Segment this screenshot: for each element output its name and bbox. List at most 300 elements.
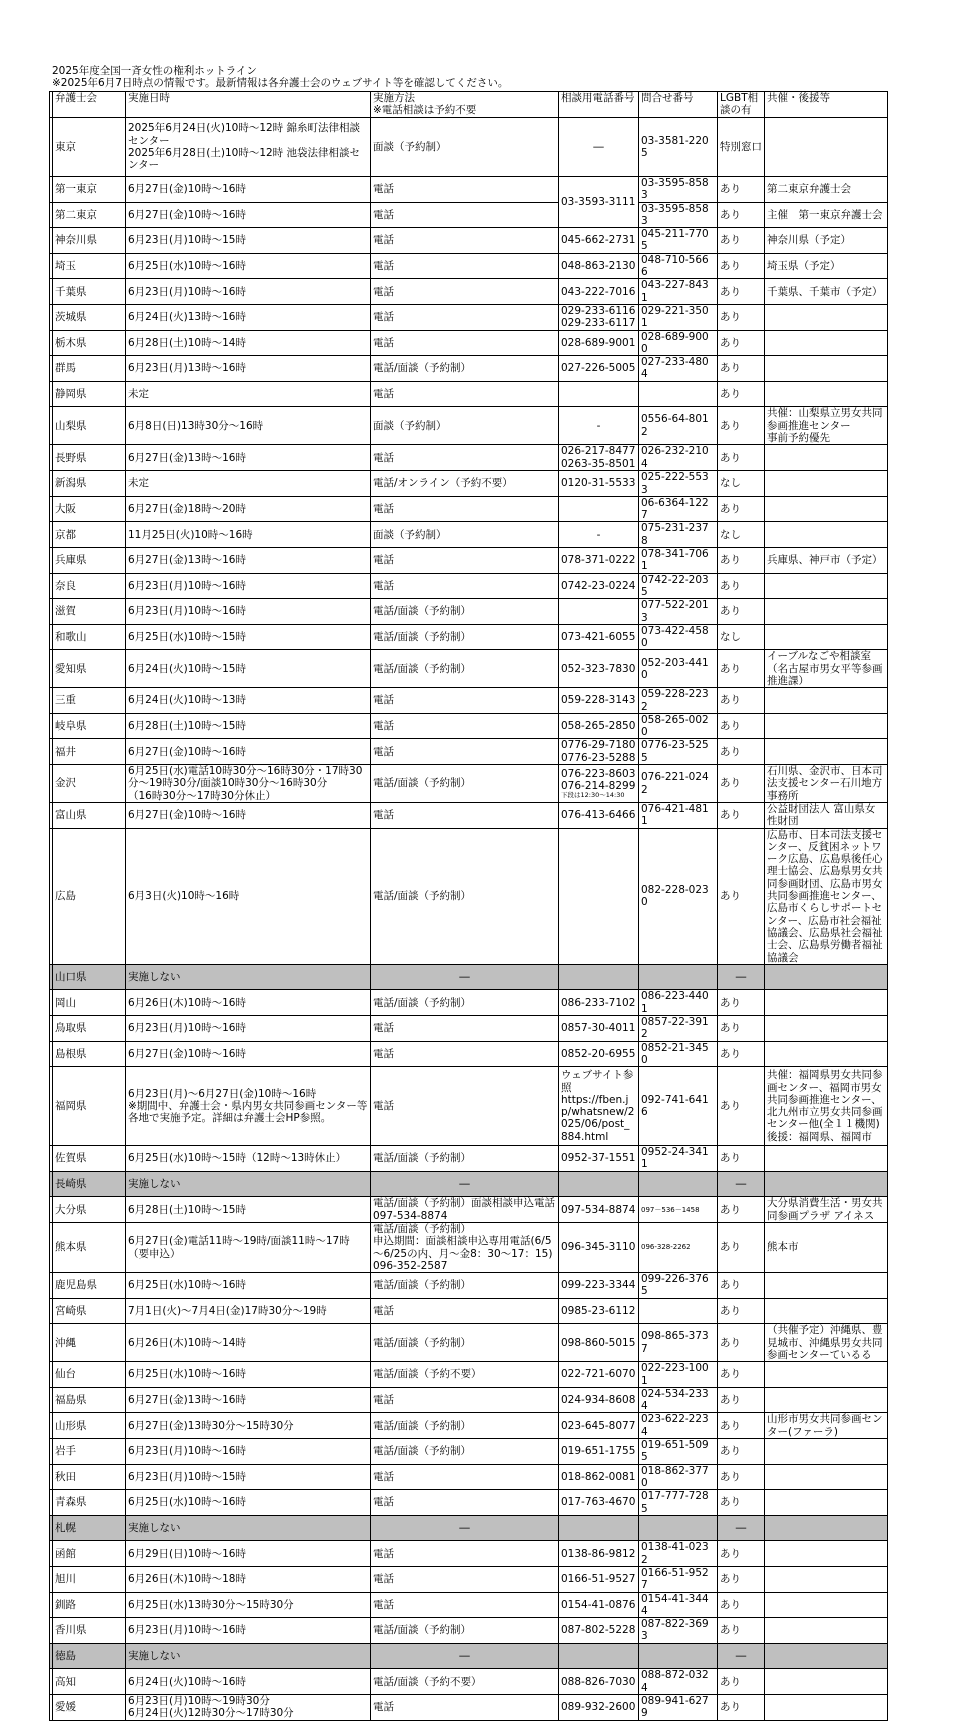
consultation-tel-cell — [559, 1643, 639, 1669]
method-cell: 面談（予約制） — [371, 522, 559, 548]
method-cell: 電話 — [371, 202, 559, 228]
method-cell: 電話/面談（予約制） — [371, 599, 559, 625]
inquiry-tel-cell: 027-233-4804 — [639, 356, 718, 382]
method-cell: 電話/面談（予約制） — [371, 990, 559, 1016]
inquiry-tel-cell: 024-534-2334 — [639, 1387, 718, 1413]
lgbt-cell: あり — [718, 548, 765, 574]
lgbt-cell: あり — [718, 1413, 765, 1439]
method-cell: 電話/面談（予約制）面談相談申込電話097-534-8874 — [371, 1197, 559, 1223]
method-cell: 電話 — [371, 1694, 559, 1720]
inquiry-tel-cell: 048-710-5666 — [639, 253, 718, 279]
schedule-cell: 6月27日(金)13時～16時 — [126, 1387, 371, 1413]
consultation-tel-cell: 087-802-5228 — [559, 1618, 639, 1644]
bar-association-cell: 愛媛 — [53, 1694, 126, 1720]
table-row — [50, 599, 888, 625]
table-row — [50, 739, 888, 765]
schedule-cell: 実施しない — [126, 964, 371, 990]
lgbt-cell: あり — [718, 599, 765, 625]
lgbt-cell: あり — [718, 445, 765, 471]
consultation-tel-cell: 086-233-7102 — [559, 990, 639, 1016]
consultation-tel-cell: 098-860-5015 — [559, 1324, 639, 1362]
table-row — [50, 1387, 888, 1413]
cosponsor-cell — [765, 739, 888, 765]
table-row — [50, 828, 888, 964]
inquiry-tel-cell — [639, 1515, 718, 1541]
lgbt-cell: あり — [718, 1146, 765, 1172]
cosponsor-cell: 山形市男女共同参画センター(ファーラ) — [765, 1413, 888, 1439]
lgbt-cell: あり — [718, 1222, 765, 1272]
table-row — [50, 279, 888, 305]
cosponsor-cell — [765, 330, 888, 356]
lgbt-cell: あり — [718, 1566, 765, 1592]
bar-association-cell: 神奈川県 — [53, 228, 126, 254]
bar-association-cell: 福島県 — [53, 1387, 126, 1413]
schedule-cell: 6月25日(水)10時～16時 — [126, 253, 371, 279]
inquiry-tel-cell: 0776-23-5255 — [639, 739, 718, 765]
cosponsor-cell — [765, 1566, 888, 1592]
inquiry-tel-cell: 0138-41-0232 — [639, 1541, 718, 1567]
schedule-cell: 6月25日(水)電話10時30分～16時30分・17時30分～19時30分/面談10時30分～16時30分 （16時30分～17時30分休止） — [126, 765, 371, 803]
schedule-cell: 6月25日(水)10時～16時 — [126, 1273, 371, 1299]
lgbt-cell: あり — [718, 765, 765, 803]
cosponsor-cell: （共催予定）沖縄県、豊見城市、沖縄県男女共同参画センターているる — [765, 1324, 888, 1362]
lgbt-cell: あり — [718, 1439, 765, 1465]
cosponsor-cell — [765, 573, 888, 599]
table-row — [50, 1439, 888, 1465]
consultation-tel-cell: 017-763-4670 — [559, 1490, 639, 1516]
inquiry-tel-cell: 0952-24-3411 — [639, 1146, 718, 1172]
bar-association-cell: 鳥取県 — [53, 1016, 126, 1042]
lgbt-cell: あり — [718, 1694, 765, 1720]
consultation-tel-cell: 026-217-8477 0263-35-8501 — [559, 445, 639, 471]
cosponsor-cell: 共催：山梨県立男女共同参画推進センター 事前予約優先 — [765, 407, 888, 445]
table-row — [50, 990, 888, 1016]
cosponsor-cell — [765, 1592, 888, 1618]
method-cell: 電話 — [371, 1566, 559, 1592]
document-title: 2025年度全国一斉女性の権利ホットライン — [52, 65, 257, 77]
tel-note: 下段は12:30～14:30 — [561, 791, 625, 800]
inquiry-tel-cell: 022-223-1001 — [639, 1362, 718, 1388]
bar-association-cell: 香川県 — [53, 1618, 126, 1644]
consultation-tel-cell: 027-226-5005 — [559, 356, 639, 382]
inquiry-tel-cell: 03-3581-2205 — [639, 118, 718, 177]
table-row — [50, 471, 888, 497]
inquiry-tel-cell: 017-777-7285 — [639, 1490, 718, 1516]
method-cell: 電話 — [371, 496, 559, 522]
bar-association-cell: 兵庫県 — [53, 548, 126, 574]
bar-association-cell: 佐賀県 — [53, 1146, 126, 1172]
table-row — [50, 1490, 888, 1516]
inquiry-tel-cell: 0857-22-3912 — [639, 1016, 718, 1042]
bar-association-cell: 鹿児島県 — [53, 1273, 126, 1299]
lgbt-cell: あり — [718, 688, 765, 714]
lgbt-cell: あり — [718, 1592, 765, 1618]
inquiry-tel-cell: 025-222-5533 — [639, 471, 718, 497]
method-cell: 電話 — [371, 381, 559, 407]
bar-association-cell: 静岡県 — [53, 381, 126, 407]
method-cell: 電話 — [371, 1592, 559, 1618]
schedule-cell: 6月27日(金)10時～16時 — [126, 802, 371, 828]
consultation-tel-cell: ― — [559, 118, 639, 177]
bar-association-cell: 広島 — [53, 828, 126, 964]
method-cell: 電話 — [371, 1298, 559, 1324]
schedule-cell: 6月27日(金)10時～16時 — [126, 1041, 371, 1067]
inquiry-tel-cell — [639, 964, 718, 990]
table-row — [50, 118, 888, 177]
cosponsor-cell — [765, 688, 888, 714]
inquiry-tel-cell: 052-203-4410 — [639, 650, 718, 688]
cosponsor-cell — [765, 118, 888, 177]
table-row — [50, 522, 888, 548]
schedule-cell: 6月23日(月)10時～19時30分 6月24日(火)12時30分～17時30分 — [126, 1694, 371, 1720]
header-kai: 弁護士会 — [53, 92, 126, 118]
consultation-tel-cell: 0852-20-6955 — [559, 1041, 639, 1067]
consultation-tel-cell: 048-863-2130 — [559, 253, 639, 279]
method-cell: 電話 — [371, 1387, 559, 1413]
lgbt-cell: あり — [718, 1041, 765, 1067]
table-row — [50, 1413, 888, 1439]
schedule-cell: 6月8日(日)13時30分～16時 — [126, 407, 371, 445]
schedule-cell: 6月27日(金)13時30分～15時30分 — [126, 1413, 371, 1439]
cosponsor-cell — [765, 381, 888, 407]
inquiry-tel-cell — [639, 1643, 718, 1669]
schedule-cell: 6月25日(水)10時～15時 — [126, 624, 371, 650]
lgbt-cell: あり — [718, 1669, 765, 1695]
lgbt-cell: あり — [718, 1362, 765, 1388]
inquiry-tel-cell: 082-228-0230 — [639, 828, 718, 964]
cosponsor-cell: 主催 第一東京弁護士会 — [765, 202, 888, 228]
bar-association-cell: 千葉県 — [53, 279, 126, 305]
bar-association-cell: 山口県 — [53, 964, 126, 990]
lgbt-cell: あり — [718, 496, 765, 522]
inquiry-tel-cell: 0556-64-8012 — [639, 407, 718, 445]
cosponsor-cell: 神奈川県（予定） — [765, 228, 888, 254]
table-row — [50, 1541, 888, 1567]
cosponsor-cell: 共催：福岡県男女共同参画センター、福岡市男女共同参画推進センター、北九州市立男女共同参画センター他(全１１機関) 後援：福岡県、福岡市 — [765, 1067, 888, 1146]
schedule-cell: 6月29日(日)10時～16時 — [126, 1541, 371, 1567]
inquiry-tel-cell: 075-231-2378 — [639, 522, 718, 548]
cosponsor-cell: 広島市、日本司法支援センター、反貧困ネットワーク広島、広島県後任心理士協会、広島県男女共同参画財団、広島市男女共同参画推進センター、広島市くらしサポートセンター、広島市社会福祉協議会、広島県社会福祉士会、広島県労働者福祉協議会 — [765, 828, 888, 964]
table-row — [50, 1298, 888, 1324]
schedule-cell: 6月23日(月)10時～15時 — [126, 228, 371, 254]
inquiry-tel-cell: 099-226-3765 — [639, 1273, 718, 1299]
method-cell: 電話 — [371, 330, 559, 356]
header-co: 共催・後援等 — [765, 92, 888, 118]
lgbt-cell: あり — [718, 228, 765, 254]
cosponsor-cell — [765, 1490, 888, 1516]
consultation-tel-cell: - — [559, 522, 639, 548]
bar-association-cell: 秋田 — [53, 1464, 126, 1490]
inquiry-tel-cell: 076-421-4811 — [639, 802, 718, 828]
lgbt-cell: あり — [718, 1197, 765, 1223]
header-method: 実施方法 ※電話相談は予約不要 — [371, 92, 559, 118]
table-body — [50, 118, 888, 1721]
schedule-cell: 6月27日(金)18時～20時 — [126, 496, 371, 522]
schedule-cell: 6月25日(水)13時30分～15時30分 — [126, 1592, 371, 1618]
inquiry-tel-cell: 096-328-2262 — [639, 1222, 718, 1272]
method-cell: 電話 — [371, 548, 559, 574]
inquiry-tel-cell: 086-223-4401 — [639, 990, 718, 1016]
consultation-tel-cell: 019-651-1755 — [559, 1439, 639, 1465]
method-cell: 電話 — [371, 713, 559, 739]
bar-association-cell: 旭川 — [53, 1566, 126, 1592]
cosponsor-cell: イーブルなごや相談室（名古屋市男女平等参画推進課） — [765, 650, 888, 688]
lgbt-cell: なし — [718, 522, 765, 548]
lgbt-cell: ― — [718, 1171, 765, 1197]
lgbt-cell: あり — [718, 1324, 765, 1362]
bar-association-cell: 函館 — [53, 1541, 126, 1567]
method-cell: 電話 — [371, 177, 559, 203]
method-cell: 電話 — [371, 228, 559, 254]
bar-association-cell: 岡山 — [53, 990, 126, 1016]
method-cell: 電話/オンライン（予約不要） — [371, 471, 559, 497]
consultation-tel-cell: 0154-41-0876 — [559, 1592, 639, 1618]
bar-association-cell: 愛知県 — [53, 650, 126, 688]
bar-association-cell: 富山県 — [53, 802, 126, 828]
table-row — [50, 304, 888, 330]
schedule-cell: 6月27日(金)13時～16時 — [126, 548, 371, 574]
consultation-tel-cell — [559, 381, 639, 407]
method-cell: 電話 — [371, 688, 559, 714]
method-cell: 電話/面談（予約制） 申込期間：面談相談申込専用電話(6/5～6/25の内、月～金8：30～17：15)096-352-2587 — [371, 1222, 559, 1272]
consultation-tel-cell: 0985-23-6112 — [559, 1298, 639, 1324]
table-row — [50, 802, 888, 828]
schedule-cell: 6月23日(月)13時～16時 — [126, 356, 371, 382]
consultation-tel-cell: 0120-31-5533 — [559, 471, 639, 497]
table-row — [50, 1222, 888, 1272]
cosponsor-cell — [765, 990, 888, 1016]
bar-association-cell: 和歌山 — [53, 624, 126, 650]
inquiry-tel-cell: 058-265-0020 — [639, 713, 718, 739]
consultation-tel-cell: 052-323-7830 — [559, 650, 639, 688]
inquiry-tel-cell: 018-862-3770 — [639, 1464, 718, 1490]
method-cell: 電話 — [371, 445, 559, 471]
schedule-cell: 6月28日(土)10時～15時 — [126, 713, 371, 739]
bar-association-cell: 栃木県 — [53, 330, 126, 356]
header-inq: 問合せ番号 — [639, 92, 718, 118]
method-cell: 電話/面談（予約制） — [371, 765, 559, 803]
header-lgbt: LGBT相談の有 — [718, 92, 765, 118]
lgbt-cell: ― — [718, 964, 765, 990]
schedule-cell: 2025年6月24日(火)10時～12時 錦糸町法律相談センター 2025年6月28日(土)10時～12時 池袋法律相談センター — [126, 118, 371, 177]
consultation-tel-cell: 028-689-9001 — [559, 330, 639, 356]
header-tel: 相談用電話番号 — [559, 92, 639, 118]
cosponsor-cell — [765, 304, 888, 330]
bar-association-cell: 釧路 — [53, 1592, 126, 1618]
bar-association-cell: 群馬 — [53, 356, 126, 382]
schedule-cell: 未定 — [126, 471, 371, 497]
bar-association-cell: 三重 — [53, 688, 126, 714]
schedule-cell: 6月26日(木)10時～14時 — [126, 1324, 371, 1362]
table-row — [50, 228, 888, 254]
consultation-tel-cell: - — [559, 407, 639, 445]
cosponsor-cell: 兵庫県、神戸市（予定） — [765, 548, 888, 574]
inquiry-tel-cell: 089-941-6279 — [639, 1694, 718, 1720]
schedule-cell: 6月3日(火)10時～16時 — [126, 828, 371, 964]
table-row — [50, 381, 888, 407]
inquiry-tel-cell: 077-522-2013 — [639, 599, 718, 625]
schedule-cell: 6月23日(月)10時～16時 — [126, 1016, 371, 1042]
schedule-cell: 6月23日(月)10時～16時 — [126, 599, 371, 625]
method-cell: 電話 — [371, 1041, 559, 1067]
cosponsor-cell — [765, 522, 888, 548]
method-cell: 電話/面談（予約制） — [371, 624, 559, 650]
consultation-tel-cell: 0742-23-0224 — [559, 573, 639, 599]
bar-association-cell: 奈良 — [53, 573, 126, 599]
method-cell: 電話 — [371, 279, 559, 305]
lgbt-cell: あり — [718, 990, 765, 1016]
consultation-tel-cell: 018-862-0081 — [559, 1464, 639, 1490]
lgbt-cell: あり — [718, 356, 765, 382]
method-cell: 電話 — [371, 304, 559, 330]
inquiry-tel-cell: 03-3595-8583 — [639, 202, 718, 228]
consultation-tel-cell: 099-223-3344 — [559, 1273, 639, 1299]
lgbt-cell: あり — [718, 253, 765, 279]
cosponsor-cell — [765, 1146, 888, 1172]
inquiry-tel-cell: 097－536－1458 — [639, 1197, 718, 1223]
consultation-tel-cell: 097-534-8874 — [559, 1197, 639, 1223]
lgbt-cell: あり — [718, 279, 765, 305]
lgbt-cell: ― — [718, 1643, 765, 1669]
schedule-cell: 6月25日(水)10時～16時 — [126, 1490, 371, 1516]
bar-association-cell: 大阪 — [53, 496, 126, 522]
schedule-cell: 11月25日(火)10時～16時 — [126, 522, 371, 548]
table-row — [50, 1566, 888, 1592]
bar-association-cell: 岐阜県 — [53, 713, 126, 739]
lgbt-cell: あり — [718, 1464, 765, 1490]
table-row — [50, 1618, 888, 1644]
schedule-cell: 6月25日(水)10時～16時 — [126, 1362, 371, 1388]
method-cell: 電話/面談（予約制） — [371, 1324, 559, 1362]
cosponsor-cell — [765, 1643, 888, 1669]
cosponsor-cell — [765, 1273, 888, 1299]
method-cell: 電話/面談（予約制） — [371, 1618, 559, 1644]
cosponsor-cell — [765, 964, 888, 990]
method-cell: 電話 — [371, 1541, 559, 1567]
cosponsor-cell: 大分県消費生活・男女共同参画プラザ アイネス — [765, 1197, 888, 1223]
schedule-cell: 6月24日(火)10時～13時 — [126, 688, 371, 714]
method-cell: 電話/面談（予約制） — [371, 650, 559, 688]
method-cell: ― — [371, 1643, 559, 1669]
bar-association-cell: 東京 — [53, 118, 126, 177]
consultation-tel-cell — [559, 964, 639, 990]
method-cell: 電話 — [371, 253, 559, 279]
bar-association-cell: 新潟県 — [53, 471, 126, 497]
method-cell: 電話 — [371, 802, 559, 828]
bar-association-cell: 金沢 — [53, 765, 126, 803]
table-row — [50, 964, 888, 990]
consultation-tel-cell: 0857-30-4011 — [559, 1016, 639, 1042]
lgbt-cell: あり — [718, 1273, 765, 1299]
inquiry-tel-cell: 059-228-2232 — [639, 688, 718, 714]
table-row — [50, 1515, 888, 1541]
lgbt-cell: あり — [718, 650, 765, 688]
inquiry-tel-cell: 098-865-3737 — [639, 1324, 718, 1362]
table-row — [50, 177, 888, 203]
inquiry-tel-cell: 078-341-7061 — [639, 548, 718, 574]
bar-association-cell: 島根県 — [53, 1041, 126, 1067]
table-row — [50, 407, 888, 445]
lgbt-cell: あり — [718, 330, 765, 356]
consultation-tel-cell: 024-934-8608 — [559, 1387, 639, 1413]
lgbt-cell: 特別窓口 — [718, 118, 765, 177]
cosponsor-cell — [765, 1618, 888, 1644]
lgbt-cell: ― — [718, 1515, 765, 1541]
method-cell: 電話 — [371, 1016, 559, 1042]
schedule-cell: 実施しない — [126, 1515, 371, 1541]
cosponsor-cell: 第二東京弁護士会 — [765, 177, 888, 203]
schedule-cell: 6月23日(月)10時～16時 — [126, 1439, 371, 1465]
inquiry-tel-cell — [639, 381, 718, 407]
cosponsor-cell — [765, 1694, 888, 1720]
consultation-tel-cell — [559, 765, 639, 803]
table-row — [50, 1694, 888, 1720]
lgbt-cell: あり — [718, 1298, 765, 1324]
method-cell: ― — [371, 964, 559, 990]
lgbt-cell: あり — [718, 1541, 765, 1567]
consultation-tel-cell — [559, 1515, 639, 1541]
consultation-tel-cell: ウェブサイト参照 https://fben.jp/whatsnew/2025/06/post_884.html — [559, 1067, 639, 1146]
cosponsor-cell — [765, 1669, 888, 1695]
method-cell: 面談（予約制） — [371, 407, 559, 445]
consultation-tel-cell: 0776-29-7180 0776-23-5288 — [559, 739, 639, 765]
cosponsor-cell: 熊本市 — [765, 1222, 888, 1272]
consultation-tel-cell: 022-721-6070 — [559, 1362, 639, 1388]
bar-association-cell: 福岡県 — [53, 1067, 126, 1146]
bar-association-cell: 滋賀 — [53, 599, 126, 625]
cosponsor-cell — [765, 1464, 888, 1490]
lgbt-cell: あり — [718, 1618, 765, 1644]
cosponsor-cell — [765, 445, 888, 471]
bar-association-cell: 仙台 — [53, 1362, 126, 1388]
cosponsor-cell — [765, 1439, 888, 1465]
inquiry-tel-cell: 073-422-4580 — [639, 624, 718, 650]
bar-association-cell: 長野県 — [53, 445, 126, 471]
consultation-tel-cell: 03-3593-3111 — [559, 177, 639, 228]
method-cell: 電話/面談（予約制） — [371, 356, 559, 382]
inquiry-tel-cell: 0166-51-9527 — [639, 1566, 718, 1592]
lgbt-cell: あり — [718, 802, 765, 828]
table-row — [50, 1197, 888, 1223]
bar-association-cell: 高知 — [53, 1669, 126, 1695]
tel-numbers: 076-223-8603 076-214-8299 — [561, 767, 636, 792]
bar-association-cell: 京都 — [53, 522, 126, 548]
schedule-cell: 6月27日(金)電話11時～19時/面談11時～17時（要申込） — [126, 1222, 371, 1272]
schedule-cell: 実施しない — [126, 1171, 371, 1197]
schedule-cell: 6月25日(水)10時～15時（12時～13時休止） — [126, 1146, 371, 1172]
lgbt-cell: あり — [718, 304, 765, 330]
table-row — [50, 496, 888, 522]
inquiry-tel-cell: 045-211-7705 — [639, 228, 718, 254]
cosponsor-cell — [765, 713, 888, 739]
cosponsor-cell — [765, 1171, 888, 1197]
method-cell: ― — [371, 1171, 559, 1197]
schedule-cell: 7月1日(火)～7月4日(金)17時30分～19時 — [126, 1298, 371, 1324]
inquiry-tel-cell: 076-221-0242 — [639, 765, 718, 803]
cosponsor-cell — [765, 1362, 888, 1388]
header-date: 実施日時 — [126, 92, 371, 118]
bar-association-cell: 第二東京 — [53, 202, 126, 228]
schedule-cell: 実施しない — [126, 1643, 371, 1669]
cosponsor-cell: 埼玉県（予定） — [765, 253, 888, 279]
lgbt-cell: あり — [718, 1067, 765, 1146]
method-cell: 電話 — [371, 1067, 559, 1146]
table-row — [50, 1324, 888, 1362]
bar-association-cell: 徳島 — [53, 1643, 126, 1669]
schedule-cell: 6月24日(火)13時～16時 — [126, 304, 371, 330]
hotline-table — [49, 91, 888, 1721]
bar-association-cell: 山形県 — [53, 1413, 126, 1439]
